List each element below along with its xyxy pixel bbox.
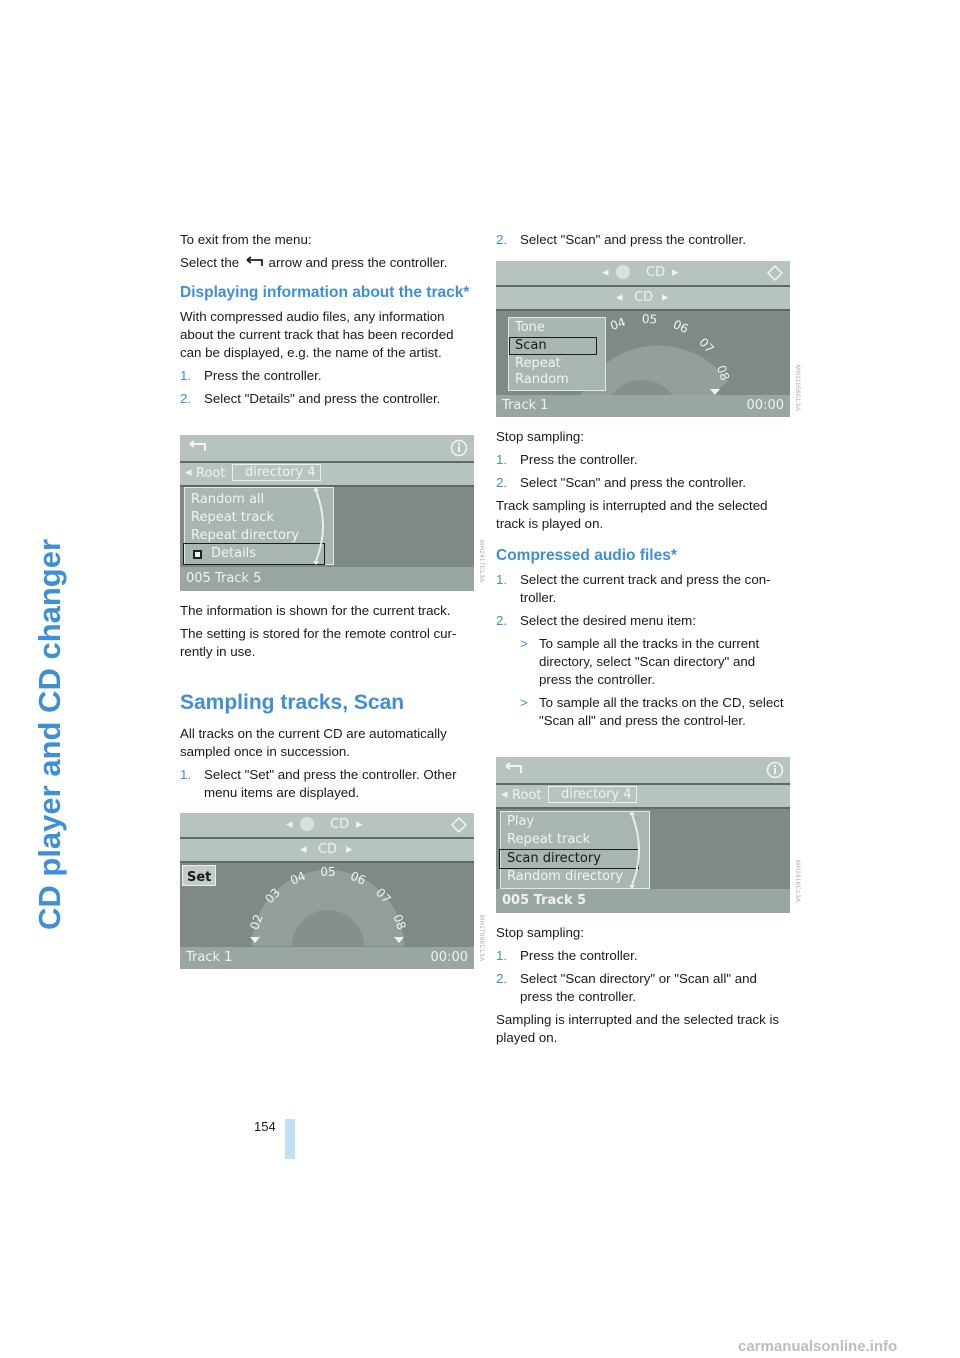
footer-time: 00:00 (746, 398, 784, 413)
step-item (180, 390, 475, 408)
bullet-arrow-icon: > (520, 636, 528, 651)
exit-post: arrow and press the controller. (268, 255, 448, 270)
bullet-item (520, 635, 791, 689)
track-number[interactable]: 03 (262, 885, 284, 907)
step-text: Select "Scan" and press the controller. (520, 232, 747, 247)
step-item (496, 231, 791, 249)
screen-footer (496, 395, 790, 417)
screen-set (180, 813, 474, 969)
step-number: 1. (180, 767, 192, 782)
page-number: 154 (254, 1119, 276, 1134)
step-item (180, 766, 475, 802)
scroll-arc-icon (626, 811, 648, 889)
step-text: Press the controller. (520, 948, 638, 963)
breadcrumb-root[interactable]: Root (512, 788, 542, 803)
track-number[interactable]: 02 (247, 912, 266, 932)
screen-scan-directory (496, 757, 790, 913)
right-column-middle (496, 428, 791, 735)
menu-item[interactable]: Repeat track (191, 510, 274, 525)
breadcrumb-root[interactable]: Root (196, 466, 226, 481)
menu-item[interactable]: Random directory (507, 869, 624, 884)
step-number: 1. (180, 368, 192, 383)
stop-sampling: Stop sampling: (496, 429, 584, 444)
figure-code: MH2417CL3A (478, 540, 484, 583)
step-number: 2. (496, 475, 508, 490)
footer-track: 005 Track 5 (186, 571, 262, 586)
track-number[interactable]: 06 (670, 317, 691, 337)
source-label[interactable]: CD (646, 265, 666, 280)
exit-pre: Select the (180, 255, 240, 270)
screen-top-bar (180, 435, 474, 463)
footer-track: 005 Track 5 (502, 893, 587, 908)
source-label[interactable]: CD (330, 817, 350, 832)
selection-frame (509, 337, 597, 355)
screen-scan (496, 261, 790, 417)
step-item (496, 612, 791, 630)
screen-details (180, 435, 474, 591)
menu-item[interactable]: Repeat directory (191, 528, 300, 543)
cd-label[interactable]: CD (318, 842, 338, 857)
menu-item[interactable]: Tone (515, 320, 545, 335)
step-number: 1. (496, 948, 508, 963)
screen-top-bar: ◂ CD ▸ (496, 261, 790, 287)
step-item (496, 474, 791, 492)
menu-item[interactable]: Repeat track (507, 832, 590, 847)
second-bar: ◂ CD ▸ (496, 287, 790, 311)
step-item (496, 451, 791, 469)
stop-sampling: Stop sampling: (496, 925, 584, 940)
screen-footer (496, 889, 790, 913)
heading-details: Displaying information about the track* (180, 284, 470, 301)
track-number[interactable]: 05 (641, 311, 658, 327)
side-title (8, 200, 68, 1100)
back-arrow-icon (243, 256, 265, 268)
info-icon (450, 439, 468, 457)
step-number: 2. (496, 971, 508, 986)
step-number: 1. (496, 452, 508, 467)
bullet-item (520, 694, 791, 730)
cd-label[interactable]: CD (634, 290, 654, 305)
step-item (496, 571, 791, 607)
track-dial (180, 813, 474, 969)
track-number[interactable]: 06 (348, 868, 368, 888)
menu-item[interactable]: Repeat (515, 356, 561, 371)
heading-scan: Sampling tracks, Scan (180, 691, 405, 714)
step-number: 2. (180, 391, 192, 406)
footer-track: Track 1 (502, 398, 549, 413)
track-number[interactable]: 07 (696, 335, 717, 356)
exit-intro: To exit from the menu: (180, 232, 312, 247)
menu-item-selected[interactable]: Scan (515, 338, 547, 353)
right-column-bottom (496, 924, 791, 1052)
page-tab-bar (285, 1119, 295, 1159)
track-number[interactable]: 08 (713, 363, 733, 383)
step-text: Press the controller. (520, 452, 638, 467)
heading-compressed: Compressed audio files* (496, 547, 677, 564)
screen-top-bar: ◂ CD ▸ (180, 813, 474, 839)
left-column-lower (180, 602, 475, 807)
second-bar: ◂ CD ▸ (180, 839, 474, 863)
info-icon (766, 761, 784, 779)
step-text: Select "Scan" and press the controller. (520, 475, 747, 490)
track-number[interactable]: 05 (320, 865, 336, 879)
exit-instruction (180, 254, 475, 272)
breadcrumb: ◂ Root directory 4 (496, 785, 790, 809)
right-column-top (496, 231, 791, 254)
menu-item[interactable]: Random all (191, 492, 265, 507)
left-column (180, 231, 475, 413)
step-text: Press the controller. (204, 368, 322, 383)
figure-code: MH17056CL3A (478, 915, 484, 962)
screen-footer (180, 567, 474, 591)
back-arrow-icon (502, 762, 524, 776)
interrupted-text: Sampling is interrupted and the selected track is played on. (496, 1012, 780, 1045)
footer-time: 00:00 (430, 950, 468, 965)
figure-code: MH11056CL3A (794, 365, 800, 412)
menu-item[interactable]: Random (515, 372, 569, 387)
scan-desc: All tracks on the current CD are automatically sampled once in succession. (180, 726, 447, 759)
track-number[interactable]: 04 (608, 314, 628, 334)
setting-stored: The setting is stored for the remote control cur-rently in use. (180, 626, 457, 659)
step-number: 2. (496, 613, 508, 628)
menu-item[interactable]: Play (507, 814, 535, 829)
step-item (496, 970, 791, 1006)
details-desc: With compressed audio files, any information about the current track that has been recorded can be displayed, e.g. the name of the artist. (180, 309, 454, 360)
bullet-text: To sample all the tracks on the CD, select "Scan all" and press the control-ler. (539, 695, 784, 728)
screen-top-bar (496, 757, 790, 785)
bullet-text: To sample all the tracks in the current directory, select "Scan directory" and press the controller. (539, 636, 760, 687)
step-number: 2. (496, 232, 508, 247)
scroll-arc-icon (310, 487, 332, 565)
menu-item-selected[interactable]: Scan directory (507, 851, 601, 866)
step-text: Select "Scan directory" or "Scan all" and press the controller. (520, 971, 757, 1004)
figure-code: MH2416CL3A (794, 860, 800, 903)
side-title-text: CD player and CD changer (32, 538, 67, 930)
info-shown: The information is shown for the current track. (180, 603, 451, 618)
bullet-arrow-icon: > (520, 695, 528, 710)
step-number: 1. (496, 572, 508, 587)
set-label: Set (187, 870, 212, 885)
watermark: carmanualsonline.info (738, 1338, 898, 1355)
track-number[interactable]: 07 (372, 885, 394, 907)
breadcrumb-directory[interactable]: directory 4 (232, 464, 321, 481)
selection-frame (499, 849, 639, 869)
selection-frame (183, 543, 325, 565)
interrupted-text: Track sampling is interrupted and the selected track is played on. (496, 498, 768, 531)
menu-item-selected[interactable]: Details (211, 546, 257, 561)
breadcrumb-directory[interactable]: directory 4 (548, 786, 637, 803)
track-number[interactable]: 08 (390, 912, 409, 932)
step-text: Select the current track and press the con-troller. (520, 572, 771, 605)
breadcrumb: ◂ Root directory 4 (180, 463, 474, 487)
screen-footer (180, 947, 474, 969)
step-text: Select "Details" and press the controller. (204, 391, 441, 406)
step-text: Select "Set" and press the controller. Other menu items are displayed. (204, 767, 457, 800)
step-item (496, 947, 791, 965)
track-number[interactable]: 04 (288, 868, 308, 888)
step-text: Select the desired menu item: (520, 613, 696, 628)
back-arrow-icon (186, 440, 208, 454)
step-item (180, 367, 475, 385)
footer-track: Track 1 (186, 950, 233, 965)
